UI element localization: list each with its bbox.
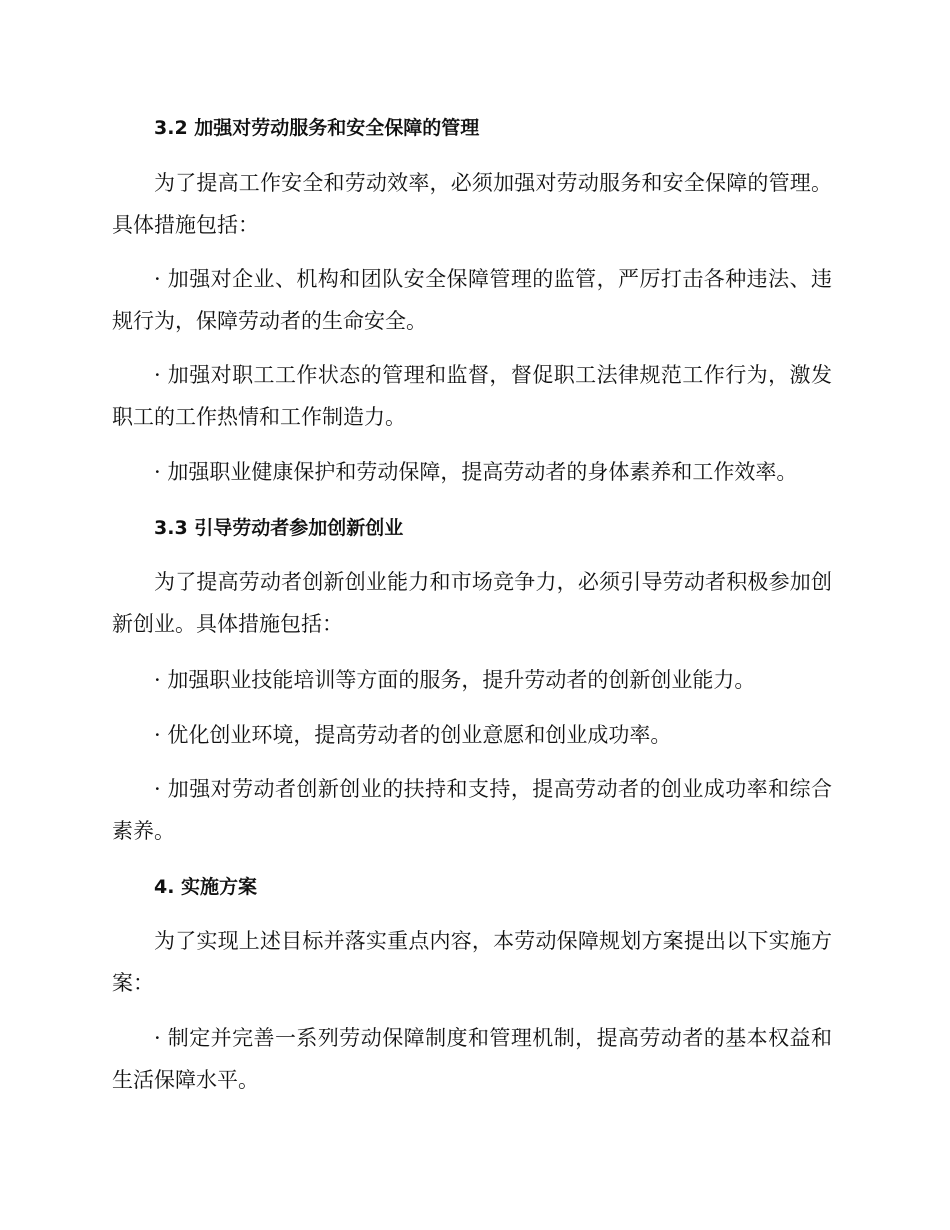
bullet-item: · 加强职业技能培训等方面的服务，提升劳动者的创新创业能力。 bbox=[154, 668, 756, 692]
paragraph-intro: 为了提高劳动者创新创业能力和市场竞争力，必须引导劳动者积极参加创新创业。具体措施包括： bbox=[112, 570, 832, 636]
bullet-item: · 加强对企业、机构和团队安全保障管理的监管，严厉打击各种违法、违规行为，保障劳动者的生命安全。 bbox=[112, 267, 832, 333]
bullet-item: · 制定并完善一系列劳动保障制度和管理机制，提高劳动者的基本权益和生活保障水平。 bbox=[112, 1026, 832, 1092]
section-heading-4: 4. 实施方案 bbox=[154, 876, 258, 898]
section-heading-3-3: 3.3 引导劳动者参加创新创业 bbox=[154, 517, 404, 539]
bullet-item: · 优化创业环境，提高劳动者的创业意愿和创业成功率。 bbox=[154, 723, 672, 747]
bullet-item: · 加强对劳动者创新创业的扶持和支持，提高劳动者的创业成功率和综合素养。 bbox=[112, 777, 832, 843]
bullet-item: · 加强职业健康保护和劳动保障，提高劳动者的身体素养和工作效率。 bbox=[154, 460, 798, 484]
paragraph-intro: 为了提高工作安全和劳动效率，必须加强对劳动服务和安全保障的管理。具体措施包括： bbox=[112, 171, 832, 237]
section-heading-3-2: 3.2 加强对劳动服务和安全保障的管理 bbox=[154, 117, 480, 139]
paragraph-intro: 为了实现上述目标并落实重点内容，本劳动保障规划方案提出以下实施方案： bbox=[112, 929, 832, 995]
bullet-item: · 加强对职工工作状态的管理和监督，督促职工法律规范工作行为，激发职工的工作热情和工作制造力。 bbox=[112, 363, 832, 429]
